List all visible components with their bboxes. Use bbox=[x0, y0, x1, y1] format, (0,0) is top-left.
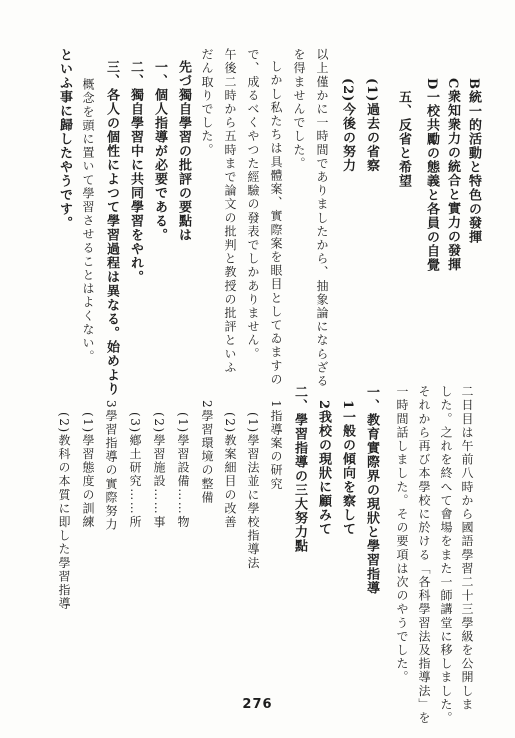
text-column: だん取りでした。 bbox=[200, 48, 214, 157]
text-column: 概念を頭に置いて學習させることはよくない。 bbox=[81, 78, 95, 364]
text-column: (2)今後の努力 bbox=[340, 78, 355, 173]
text-column: B統一的活動と特色の發揮 bbox=[466, 78, 481, 244]
text-column: といふ事に歸したやうです。 bbox=[57, 48, 72, 230]
text-column: 一時間話しました。その要項は次のやうでした。 bbox=[395, 385, 409, 685]
text-column: した。之れを終へて會場をまた一師講堂に移しました。 bbox=[439, 385, 453, 725]
text-column: 以上僅かに一時間でありましたから、抽象論にならざる bbox=[315, 48, 329, 388]
text-column: (1)學習設備……物 bbox=[176, 412, 190, 529]
page-number: 276 bbox=[242, 697, 273, 712]
text-column: (1)學習法並に學校指導法 bbox=[246, 412, 260, 570]
text-column: しかし私たちは具體案、實際案を眼目としてゐますの bbox=[269, 60, 283, 387]
text-column: 一、個人指導が必要である。 bbox=[152, 60, 167, 242]
text-column: C衆知衆力の統合と實力の發揮 bbox=[445, 78, 460, 272]
text-column: D一校共勵の態義と各員の自覺 bbox=[424, 78, 439, 273]
text-column: 3學習指導の實際努力 bbox=[104, 400, 118, 532]
text-column: 1指導案の研究 bbox=[269, 400, 283, 491]
text-column: それから再び本學校に於ける「各科學習法及指導法」を bbox=[417, 385, 431, 725]
text-column: 2我校の現狀に顧みて bbox=[316, 400, 331, 537]
text-column: 午後二時から五時まで論文の批判と教授の批評といふ bbox=[223, 48, 237, 375]
text-column: (2)學習施設……事 bbox=[152, 412, 166, 529]
text-column: (2)教科の本質に即した學習指導 bbox=[57, 412, 71, 611]
text-column: で、成るべくやつた經驗の發表でしかありません。 bbox=[246, 48, 260, 361]
text-column: 2學習環境の整備 bbox=[200, 400, 214, 505]
text-column: 五、反省と希望 bbox=[396, 90, 411, 188]
text-column: (1)學習態度の訓練 bbox=[81, 412, 95, 529]
text-column: 1一般の傾向を察して bbox=[340, 400, 355, 537]
text-column: 二、獨自學習中に共同學習をやれ。 bbox=[128, 60, 143, 284]
text-column: 三、各人の個性によつて學習過程は異なる。始めより bbox=[104, 60, 119, 396]
text-column: 先づ獨自學習の批評の要點は bbox=[176, 60, 191, 242]
text-column: (1)過去の省察 bbox=[364, 78, 379, 173]
text-column: を得ませんでした。 bbox=[292, 48, 306, 171]
text-column: 二、學習指導の三大努力點 bbox=[292, 385, 307, 553]
text-column: (3)鄕土研究……所 bbox=[128, 412, 142, 529]
text-column: 二日目は午前八時から國語學習二十三學級を公開しま bbox=[460, 385, 474, 712]
text-column: (2)教案細目の改善 bbox=[223, 412, 237, 529]
text-column: 一、教育實際界の現狀と學習指導 bbox=[364, 385, 379, 595]
